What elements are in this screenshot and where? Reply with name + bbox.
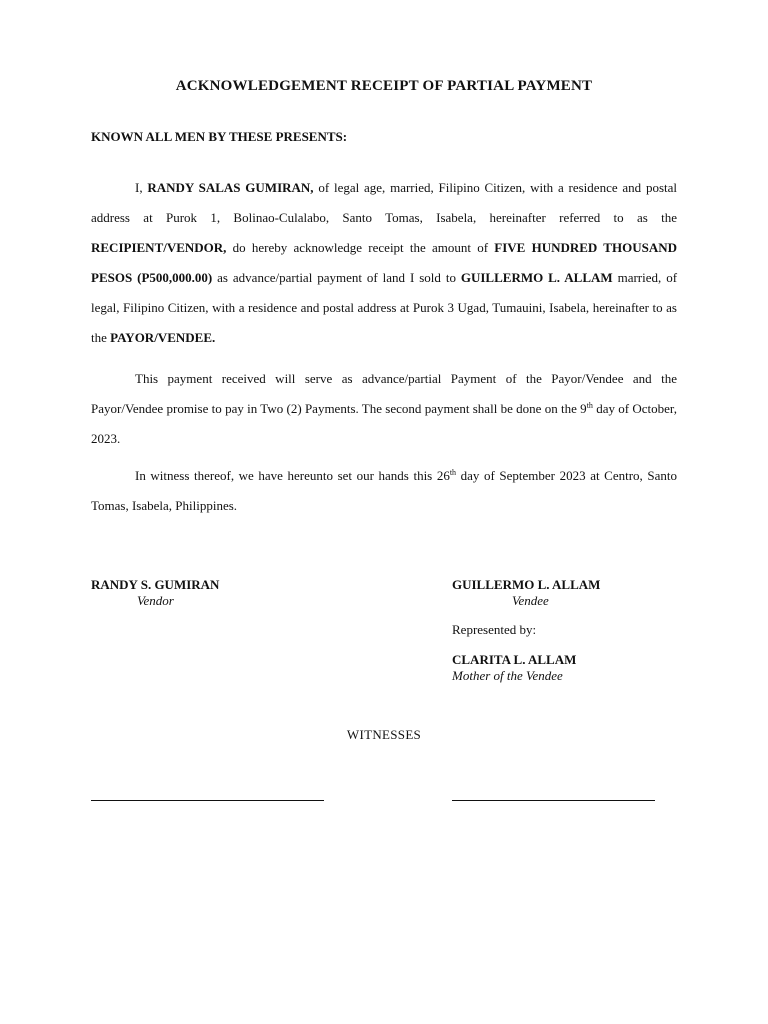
vendee-name: GUILLERMO L. ALLAM xyxy=(452,577,601,592)
paragraph-payment-terms xyxy=(91,364,677,454)
p3-text-2: day of September 2023 at Centro, Santo Tomas, Isabela, Philippines. xyxy=(91,468,677,513)
witnesses-heading: WITNESSES xyxy=(346,727,422,742)
representative-name: CLARITA L. ALLAM xyxy=(452,652,577,667)
p1-text-1: I, xyxy=(135,180,148,195)
payor-role: PAYOR/VENDEE. xyxy=(110,330,216,345)
p2-text-1: This payment received will serve as advance/partial Payment of the Payor/Vendee and the Payor/Vendee promise to pay in Two (2) Payments. The second payment shall be done on the 9 xyxy=(91,371,677,416)
vendee-role: Vendee xyxy=(512,593,549,608)
amount-words: FIVE HUNDRED THOUSAND PESOS xyxy=(91,240,677,285)
signature-block-vendee xyxy=(452,577,600,609)
recipient-role: RECIPIENT/VENDOR, xyxy=(91,240,227,255)
p1-text-3: do hereby acknowledge receipt the amount of xyxy=(226,240,495,255)
paragraph-witness xyxy=(91,461,677,521)
representative-role: Mother of the Vendee xyxy=(452,668,563,683)
represented-by-label: Represented by: xyxy=(452,622,537,637)
signature-block-representative xyxy=(452,652,576,684)
witness-signature-line-left xyxy=(91,800,324,801)
signature-block-vendor xyxy=(91,577,219,609)
p2-text-2: day of October, 2023. xyxy=(91,401,677,446)
p3-text-1: In witness thereof, we have hereunto set our hands this 26 xyxy=(135,468,450,483)
p2-ordinal-suffix: th xyxy=(586,401,593,410)
vendor-role: Vendor xyxy=(137,593,174,608)
p1-text-6: married, of legal, Filipino Citizen, with a residence and postal address at Purok 3 Ugad, Tumauini, Isabela, hereinafter to as the xyxy=(91,270,678,345)
salutation: KNOWN ALL MEN BY THESE PRESENTS: xyxy=(91,129,348,144)
witness-signature-line-right xyxy=(452,800,655,801)
recipient-name: RANDY SALAS GUMIRAN, xyxy=(147,180,314,195)
p1-text-2: of legal age, married, Filipino Citizen, with a residence and postal address at Purok 1, Bolinao-Culalabo, Santo Tomas, Isabela, hereinafter referred to as the xyxy=(91,180,677,225)
vendor-name: RANDY S. GUMIRAN xyxy=(91,577,220,592)
amount-figure: (P500,000.00) xyxy=(137,270,213,285)
p1-text-5: as advance/partial payment of land I sold to xyxy=(212,270,461,285)
p3-ordinal-suffix: th xyxy=(449,468,457,477)
document-title: ACKNOWLEDGEMENT RECEIPT OF PARTIAL PAYMENT xyxy=(175,78,593,94)
payor-name: GUILLERMO L. ALLAM xyxy=(460,270,613,285)
paragraph-acknowledgement xyxy=(91,173,677,353)
